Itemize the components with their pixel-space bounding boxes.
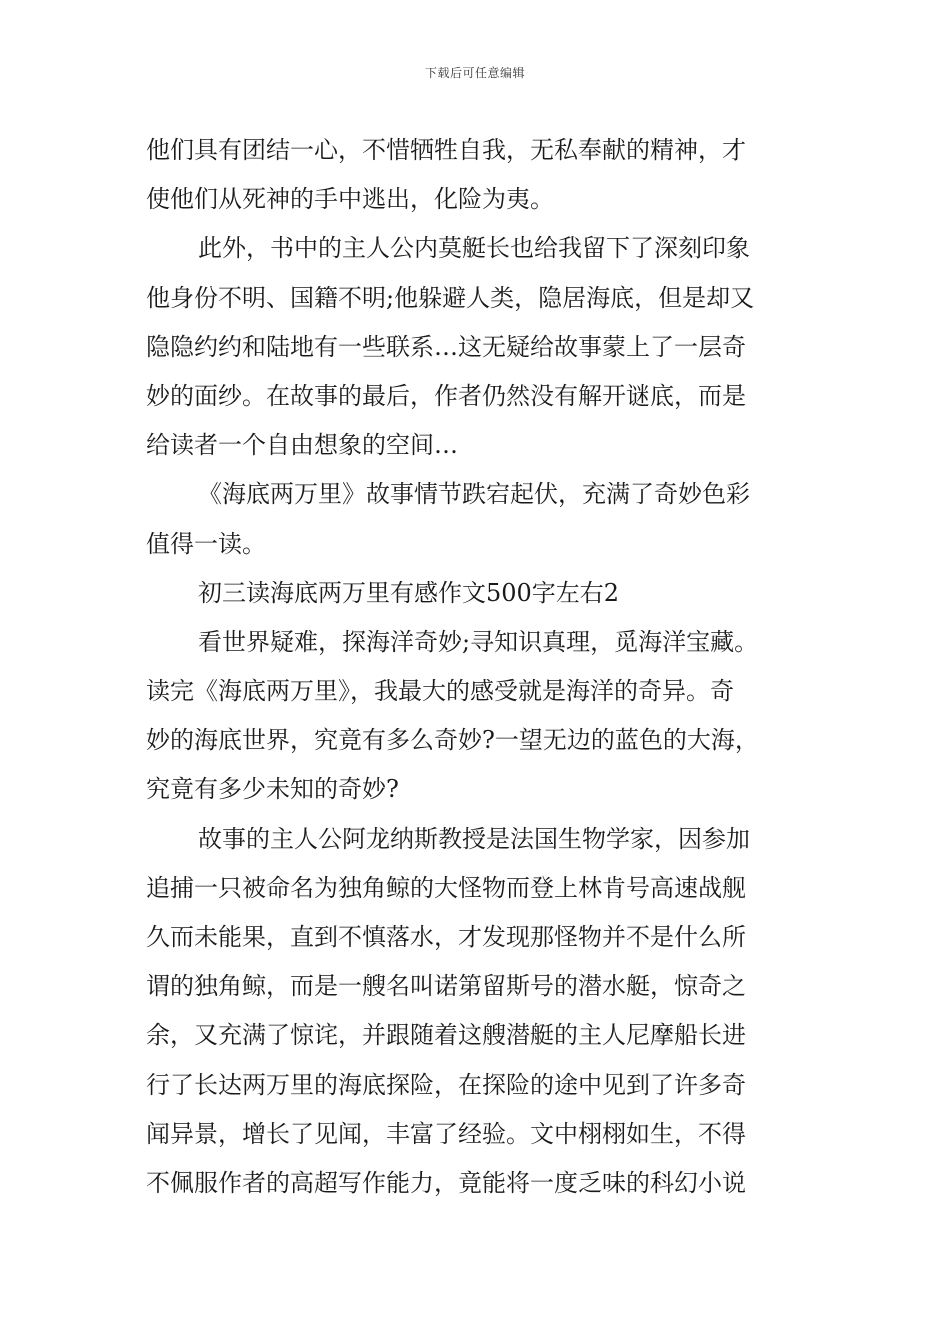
- text-line: 此外，书中的主人公内莫艇长也给我留下了深刻印象: [198, 234, 750, 263]
- text-line: 故事的主人公阿龙纳斯教授是法国生物学家，因参加: [198, 824, 750, 853]
- text-line: 看世界疑难，探海洋奇妙;寻知识真理，觅海洋宝藏。: [198, 627, 759, 656]
- text-line: 谓的独角鲸，而是一艘名叫诺第留斯号的潜水艇，惊奇之: [146, 972, 746, 1001]
- text-line: 妙的面纱。在故事的最后，作者仍然没有解开谜底，而是: [146, 381, 746, 410]
- text-line: 给读者一个自由想象的空间…: [146, 431, 458, 460]
- page-header: 下载后可任意编辑: [424, 66, 525, 80]
- text-line: 值得一读。: [146, 529, 266, 558]
- text-line: 妙的海底世界，究竟有多么奇妙?一望无边的蓝色的大海，: [146, 726, 759, 755]
- text-line: 读完《海底两万里》，我最大的感受就是海洋的奇异。奇: [146, 677, 734, 706]
- text-line: 他们具有团结一心，不惜牺牲自我，无私奉献的精神，才: [146, 136, 746, 164]
- text-line: 究竟有多少未知的奇妙?: [146, 775, 399, 804]
- text-line: 久而未能果，直到不慎落水，才发现那怪物并不是什么所: [146, 923, 746, 951]
- text-line: 使他们从死神的手中逃出，化险为夷。: [146, 185, 554, 214]
- section-heading: 初三读海底两万里有感作文500字左右2: [198, 578, 620, 607]
- text-line: 余，又充满了惊诧，并跟随着这艘潜艇的主人尼摩船长进: [146, 1021, 746, 1050]
- text-line: 他身份不明、国籍不明;他躲避人类，隐居海底，但是却又: [146, 283, 755, 312]
- text-line: 不佩服作者的高超写作能力，竟能将一度乏味的科幻小说: [146, 1168, 746, 1197]
- text-line: 行了长达两万里的海底探险，在探险的途中见到了许多奇: [146, 1070, 746, 1099]
- text-line: 闻异景，增长了见闻，丰富了经验。文中栩栩如生，不得: [146, 1119, 746, 1148]
- text-line: 隐隐约约和陆地有一些联系…这无疑给故事蒙上了一层奇: [146, 332, 746, 361]
- body-text: [146, 126, 808, 1208]
- text-line: 《海底两万里》故事情节跌宕起伏，充满了奇妙色彩: [198, 480, 750, 509]
- text-line: 追捕一只被命名为独角鲸的大怪物而登上林肯号高速战舰: [146, 873, 746, 902]
